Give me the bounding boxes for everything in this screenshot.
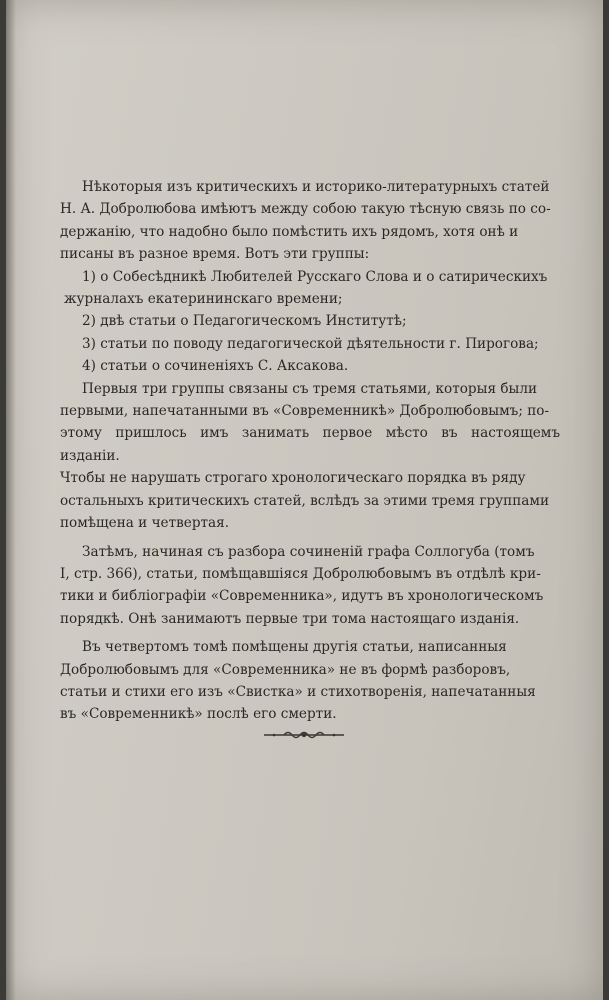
text-line: Въ четвертомъ томѣ помѣщены другія статьи, написанныя bbox=[82, 639, 507, 656]
text-line: Н. А. Добролюбова имѣютъ между собою такую тѣсную связь по со- bbox=[60, 201, 551, 218]
list-item-1-continued bbox=[60, 288, 560, 310]
text-line: писаны въ разное время. Вотъ эти группы: bbox=[60, 246, 370, 263]
text-line: Затѣмъ, начиная съ разбора сочиненій графа Соллогуба (томъ bbox=[82, 543, 535, 560]
paragraph-first-three-groups bbox=[60, 378, 560, 535]
text-line: порядкѣ. Онѣ занимаютъ первые три тома настоящаго изданія. bbox=[60, 610, 520, 627]
text-line: 4) статьи о сочиненіяхъ С. Аксакова. bbox=[82, 358, 349, 375]
paragraph-intro bbox=[60, 176, 560, 266]
paragraph-sollogub bbox=[60, 541, 560, 631]
text-line: остальныхъ критическихъ статей, вслѣдъ за этими тремя группами bbox=[60, 492, 550, 509]
text-line: держанію, что надобно было помѣстить ихъ рядомъ, хотя онѣ и bbox=[60, 223, 519, 240]
text-line: журналахъ екатерининскаго времени; bbox=[64, 291, 343, 308]
list-item-1 bbox=[60, 266, 560, 288]
text-line: Чтобы не нарушать строгаго хронологическаго порядка въ ряду bbox=[60, 470, 526, 487]
text-line: помѣщена и четвертая. bbox=[60, 515, 230, 532]
page-edge-shadow bbox=[6, 0, 16, 1000]
ornament-divider-icon bbox=[262, 729, 346, 741]
text-line: Нѣкоторыя изъ критическихъ и историко-литературныхъ статей bbox=[82, 179, 550, 195]
text-line: этому пришлось имъ занимать первое мѣсто въ настоящемъ изданіи. bbox=[60, 425, 560, 464]
text-line: Первыя три группы связаны съ тремя статьями, которыя были bbox=[82, 380, 538, 397]
list-item-2 bbox=[60, 310, 560, 332]
text-line: I, стр. 366), статьи, помѣщавшіяся Добролюбовымъ въ отдѣлѣ кри- bbox=[60, 565, 541, 582]
text-line: Добролюбовымъ для «Современника» не въ формѣ разборовъ, bbox=[60, 661, 511, 678]
book-page bbox=[6, 0, 603, 1000]
text-line: въ «Современникѣ» послѣ его смерти. bbox=[60, 706, 337, 723]
page-text bbox=[60, 176, 560, 726]
text-line: 1) о Собесѣдникѣ Любителей Русскаго Слова и о сатирическихъ bbox=[82, 268, 548, 285]
list-item-3 bbox=[60, 333, 560, 355]
text-line: статьи и стихи его изъ «Свистка» и стихотворенія, напечатанныя bbox=[60, 683, 536, 700]
paragraph-fourth-volume bbox=[60, 636, 560, 726]
text-line: 3) статьи по поводу педагогической дѣятельности г. Пирогова; bbox=[82, 335, 539, 352]
text-line: тики и библіографіи «Современника», идутъ въ хронологическомъ bbox=[60, 588, 544, 605]
text-line: 2) двѣ статьи о Педагогическомъ Институтѣ; bbox=[82, 313, 407, 330]
list-item-4 bbox=[60, 355, 560, 377]
text-line: первыми, напечатанными въ «Современникѣ» Добролюбовымъ; по- bbox=[60, 403, 550, 420]
